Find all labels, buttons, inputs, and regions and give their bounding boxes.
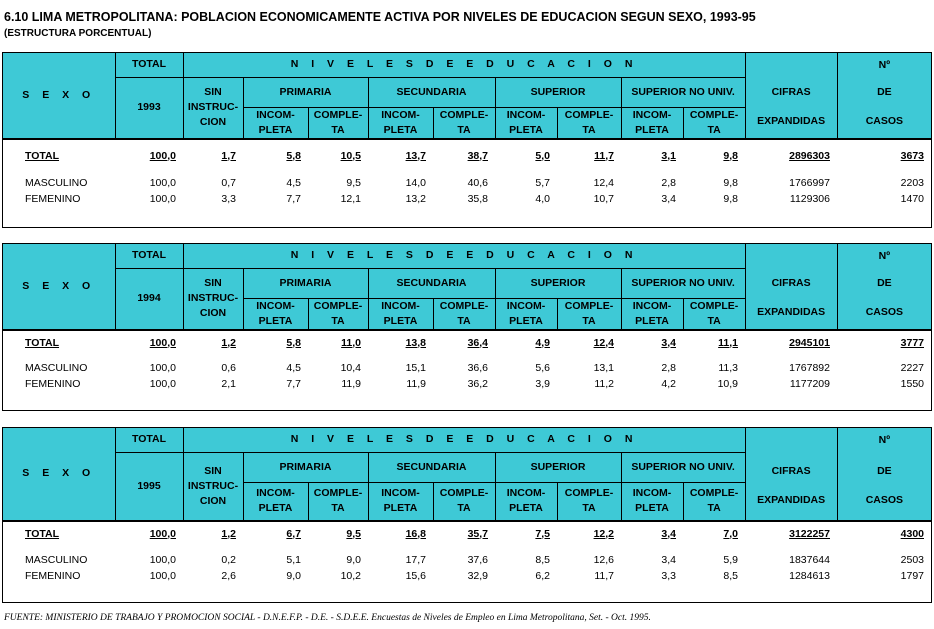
- cell-value: 1177209: [789, 377, 830, 390]
- header-completa: [683, 482, 745, 520]
- header-completa: [433, 107, 495, 138]
- header-sexo: S E X O: [3, 53, 115, 138]
- cell-value: 4,5: [286, 361, 301, 374]
- cell-value: 40,6: [467, 176, 488, 189]
- header-incompleta: [243, 298, 308, 329]
- header-comple-line1: COMPLE-: [689, 299, 739, 312]
- header-completa: [308, 482, 368, 520]
- cell-value: 5,7: [535, 176, 550, 189]
- header-incom-line2: PLETA: [509, 502, 543, 514]
- cell-value: 36,6: [467, 361, 488, 374]
- cell-value: 10,5: [340, 149, 361, 162]
- table-header: [3, 244, 931, 330]
- cell-value: 12,2: [593, 527, 614, 540]
- header-primaria: PRIMARIA: [243, 77, 368, 107]
- header-cifras-top: [745, 53, 837, 77]
- header-superior: SUPERIOR: [495, 77, 621, 107]
- header-incompleta: [621, 482, 683, 520]
- cell-value: 0,2: [221, 553, 236, 566]
- header-completa: [433, 298, 495, 329]
- table-row: [3, 191, 931, 207]
- cell-value: 4,2: [661, 377, 676, 390]
- cell-value: 10,7: [593, 192, 614, 205]
- row-label: FEMENINO: [25, 192, 81, 205]
- header-incom-line2: PLETA: [509, 123, 543, 136]
- cell-value: 8,5: [723, 569, 738, 582]
- header-incompleta: [368, 298, 433, 329]
- header-incompleta: [621, 107, 683, 138]
- header-sin-line3: CION: [199, 494, 227, 507]
- header-incom-line1: INCOM-: [632, 108, 672, 121]
- cell-value: 12,4: [593, 176, 614, 189]
- cell-value: 36,4: [467, 336, 488, 349]
- cell-value: 0,7: [221, 176, 236, 189]
- table-body: [3, 521, 931, 584]
- header-completa: [683, 107, 745, 138]
- header-de-casos: [837, 268, 931, 329]
- header-incom-line2: PLETA: [383, 314, 418, 327]
- cell-value: 11,9: [341, 377, 361, 390]
- header-incom-line2: PLETA: [635, 502, 669, 514]
- header-completa: [683, 298, 745, 329]
- header-incom-line1: INCOM-: [381, 299, 420, 312]
- header-incom-line1: INCOM-: [506, 108, 546, 121]
- cell-value: 100,0: [149, 361, 176, 374]
- source-footnote: FUENTE: MINISTERIO DE TRABAJO Y PROMOCION SOCIAL - D.N.E.F.P. - D.E. - S.D.E.E. Encuestas de Niveles de Empleo en Lima Metropolitana, Set. - Oct. 1995.: [4, 613, 651, 623]
- cell-value: 100,0: [149, 553, 176, 566]
- table-body: [3, 330, 931, 392]
- header-no: Nº: [837, 428, 931, 452]
- cell-value: 100,0: [149, 569, 176, 582]
- page-title: 6.10 LIMA METROPOLITANA: POBLACION ECONOMICAMENTE ACTIVA POR NIVELES DE EDUCACION SEGUN SEXO, 1993-95: [4, 10, 756, 24]
- cell-value: 9,5: [346, 527, 361, 540]
- header-incom-line1: INCOM-: [256, 108, 295, 121]
- header-incompleta: [495, 298, 557, 329]
- cell-value: 11,0: [341, 336, 361, 349]
- header-comple-line1: COMPLE-: [564, 487, 614, 499]
- header-expandidas: EXPANDIDAS: [757, 115, 826, 128]
- header-superior-no-univ: SUPERIOR NO UNIV.: [621, 452, 745, 482]
- cell-value: 4,0: [535, 192, 550, 205]
- cell-value: 5,1: [286, 553, 301, 566]
- header-year: 1993: [115, 77, 183, 138]
- cell-value: 4,5: [286, 176, 301, 189]
- cell-value: 10,4: [340, 361, 361, 374]
- row-label: TOTAL: [25, 149, 60, 162]
- header-comple-line1: COMPLE-: [564, 108, 614, 121]
- cell-value: 7,7: [286, 192, 301, 205]
- cell-value: 3,4: [661, 553, 676, 566]
- header-completa: [557, 107, 621, 138]
- header-sin-line2: INSTRUC-: [187, 101, 239, 113]
- cell-value: 12,4: [593, 336, 614, 349]
- header-completa: [433, 482, 495, 520]
- header-comple-line2: TA: [707, 502, 721, 514]
- cell-value: 1284613: [789, 569, 830, 582]
- cell-value: 5,8: [286, 336, 301, 349]
- header-incompleta: [621, 298, 683, 329]
- header-cifras-expandidas: [745, 452, 837, 520]
- cell-value: 100,0: [149, 192, 176, 205]
- cell-value: 15,1: [405, 361, 426, 374]
- cell-value: 9,5: [346, 176, 361, 189]
- header-expandidas: EXPANDIDAS: [757, 306, 826, 319]
- cell-value: 100,0: [149, 377, 176, 390]
- cell-value: 5,6: [535, 361, 550, 374]
- cell-value: 38,7: [467, 149, 488, 162]
- header-de-casos: [837, 77, 931, 138]
- cell-value: 6,7: [286, 527, 301, 540]
- header-de: DE: [877, 277, 892, 290]
- header-incompleta: [368, 107, 433, 138]
- header-cifras-top: [745, 244, 837, 268]
- header-comple-line1: COMPLE-: [439, 299, 489, 312]
- cell-value: 2,6: [221, 569, 236, 582]
- header-comple-line2: TA: [331, 314, 345, 327]
- header-year: 1995: [115, 452, 183, 520]
- cell-value: 3,3: [221, 192, 236, 205]
- header-comple-line2: TA: [457, 314, 471, 327]
- cell-value: 3,4: [661, 527, 676, 540]
- cell-value: 7,7: [286, 377, 301, 390]
- header-de: DE: [877, 464, 892, 477]
- cell-value: 7,0: [723, 527, 738, 540]
- header-sin-instruccion: [183, 77, 243, 138]
- cell-value: 16,8: [405, 527, 426, 540]
- header-secundaria: SECUNDARIA: [368, 77, 495, 107]
- cell-value: 1470: [900, 192, 924, 205]
- table-row: [3, 175, 931, 191]
- header-sin-line1: SIN: [204, 464, 222, 477]
- cell-value: 35,7: [467, 527, 488, 540]
- header-comple-line1: COMPLE-: [564, 299, 614, 312]
- header-comple-line2: TA: [331, 502, 345, 514]
- header-niveles: N I V E L E S D E E D U C A C I O N: [183, 244, 745, 268]
- header-comple-line2: TA: [582, 123, 596, 136]
- header-de: DE: [877, 86, 892, 99]
- cell-value: 2896303: [789, 149, 830, 162]
- cell-value: 3,4: [661, 192, 676, 205]
- table-row: [3, 526, 931, 542]
- header-cifras-top: [745, 428, 837, 452]
- cell-value: 10,9: [717, 377, 738, 390]
- header-cifras: CIFRAS: [771, 277, 811, 290]
- cell-value: 2503: [900, 553, 924, 566]
- cell-value: 5,9: [723, 553, 738, 566]
- header-sin-line1: SIN: [204, 277, 222, 289]
- cell-value: 100,0: [149, 527, 176, 540]
- header-year: 1994: [115, 268, 183, 329]
- header-incom-line1: INCOM-: [632, 299, 672, 312]
- header-secundaria: SECUNDARIA: [368, 452, 495, 482]
- header-cifras: CIFRAS: [771, 464, 811, 477]
- cell-value: 1766997: [789, 176, 830, 189]
- table-header: [3, 428, 931, 521]
- header-superior-no-univ: SUPERIOR NO UNIV.: [621, 77, 745, 107]
- cell-value: 4,9: [535, 336, 550, 349]
- header-incompleta: [243, 107, 308, 138]
- cell-value: 13,1: [593, 361, 614, 374]
- header-primaria: PRIMARIA: [243, 268, 368, 298]
- cell-value: 1,2: [221, 527, 236, 540]
- header-secundaria: SECUNDARIA: [368, 268, 495, 298]
- header-casos: CASOS: [865, 306, 904, 319]
- cell-value: 8,5: [535, 553, 550, 566]
- cell-value: 3777: [900, 336, 924, 349]
- header-comple-line2: TA: [707, 314, 721, 327]
- header-sin-line2: INSTRUC-: [187, 479, 239, 492]
- cell-value: 11,7: [594, 569, 614, 582]
- cell-value: 2,8: [661, 176, 676, 189]
- cell-value: 0,6: [221, 361, 236, 374]
- row-label: MASCULINO: [25, 553, 88, 566]
- cell-value: 11,3: [718, 361, 738, 374]
- cell-value: 1129306: [789, 192, 830, 205]
- table-row: [3, 552, 931, 568]
- cell-value: 1,7: [221, 149, 236, 162]
- cell-value: 4300: [900, 527, 924, 540]
- header-incom-line1: INCOM-: [381, 108, 420, 121]
- header-superior-no-univ: SUPERIOR NO UNIV.: [621, 268, 745, 298]
- cell-value: 5,8: [286, 149, 301, 162]
- header-expandidas: EXPANDIDAS: [757, 493, 826, 506]
- header-no: Nº: [837, 244, 931, 268]
- header-comple-line1: COMPLE-: [313, 108, 363, 121]
- table-row: [3, 335, 931, 351]
- cell-value: 11,2: [594, 377, 614, 390]
- page-subtitle: (ESTRUCTURA PORCENTUAL): [4, 28, 152, 39]
- cell-value: 9,8: [723, 176, 738, 189]
- header-incom-line1: INCOM-: [506, 299, 546, 312]
- header-sin-instruccion: [183, 268, 243, 329]
- header-comple-line2: TA: [457, 123, 471, 136]
- cell-value: 7,5: [535, 527, 550, 540]
- header-total: TOTAL: [115, 428, 183, 452]
- cell-value: 3,9: [535, 377, 550, 390]
- cell-value: 100,0: [149, 176, 176, 189]
- table-row: [3, 376, 931, 392]
- header-superior: SUPERIOR: [495, 452, 621, 482]
- header-comple-line2: TA: [582, 314, 596, 327]
- header-casos: CASOS: [865, 493, 904, 506]
- cell-value: 6,2: [535, 569, 550, 582]
- table-row: [3, 568, 931, 584]
- cell-value: 13,2: [405, 192, 426, 205]
- header-incom-line2: PLETA: [258, 123, 293, 136]
- cell-value: 12,6: [593, 553, 614, 566]
- table-body: [3, 139, 931, 207]
- header-incom-line1: INCOM-: [632, 487, 672, 499]
- header-no: Nº: [837, 53, 931, 77]
- cell-value: 32,9: [467, 569, 488, 582]
- header-incompleta: [495, 107, 557, 138]
- header-cifras-expandidas: [745, 268, 837, 329]
- header-comple-line1: COMPLE-: [313, 299, 363, 312]
- header-comple-line1: COMPLE-: [439, 487, 489, 499]
- row-label: MASCULINO: [25, 361, 88, 374]
- cell-value: 3122257: [789, 527, 830, 540]
- cell-value: 100,0: [149, 149, 176, 162]
- header-incom-line2: PLETA: [383, 123, 418, 136]
- header-incom-line1: INCOM-: [381, 487, 420, 499]
- cell-value: 100,0: [149, 336, 176, 349]
- header-total: TOTAL: [115, 53, 183, 77]
- table-block-1994: [2, 243, 932, 411]
- cell-value: 35,8: [467, 192, 488, 205]
- cell-value: 37,6: [467, 553, 488, 566]
- cell-value: 11,1: [718, 336, 738, 349]
- cell-value: 2,1: [221, 377, 236, 390]
- row-label: FEMENINO: [25, 377, 81, 390]
- header-incom-line1: INCOM-: [506, 487, 546, 499]
- cell-value: 15,6: [405, 569, 426, 582]
- header-incom-line2: PLETA: [258, 502, 293, 514]
- header-comple-line2: TA: [457, 502, 471, 514]
- cell-value: 2203: [900, 176, 924, 189]
- cell-value: 11,7: [594, 149, 614, 162]
- header-cifras: CIFRAS: [771, 86, 811, 99]
- header-completa: [557, 298, 621, 329]
- header-incompleta: [495, 482, 557, 520]
- cell-value: 1,2: [221, 336, 236, 349]
- header-comple-line1: COMPLE-: [689, 108, 739, 121]
- table-header: [3, 53, 931, 139]
- header-sin-line3: CION: [199, 116, 227, 128]
- header-primaria: PRIMARIA: [243, 452, 368, 482]
- header-sin-instruccion: [183, 452, 243, 520]
- header-comple-line1: COMPLE-: [313, 487, 363, 499]
- cell-value: 13,8: [405, 336, 426, 349]
- header-incom-line2: PLETA: [509, 314, 543, 327]
- header-completa: [557, 482, 621, 520]
- header-comple-line1: COMPLE-: [689, 487, 739, 499]
- header-incompleta: [368, 482, 433, 520]
- row-label: TOTAL: [25, 527, 60, 540]
- cell-value: 2227: [900, 361, 924, 374]
- cell-value: 2,8: [661, 361, 676, 374]
- header-niveles: N I V E L E S D E E D U C A C I O N: [183, 428, 745, 452]
- table-row: [3, 360, 931, 376]
- header-comple-line2: TA: [707, 123, 721, 136]
- cell-value: 13,7: [405, 149, 426, 162]
- row-label: MASCULINO: [25, 176, 88, 189]
- header-incom-line2: PLETA: [635, 314, 669, 327]
- header-incom-line1: INCOM-: [256, 299, 295, 312]
- header-cifras-expandidas: [745, 77, 837, 138]
- cell-value: 12,1: [340, 192, 361, 205]
- cell-value: 3,3: [661, 569, 676, 582]
- header-incom-line1: INCOM-: [256, 487, 295, 499]
- header-sexo: S E X O: [3, 428, 115, 520]
- header-superior: SUPERIOR: [495, 268, 621, 298]
- header-sin-line1: SIN: [204, 86, 222, 98]
- header-casos: CASOS: [865, 115, 904, 128]
- cell-value: 1550: [900, 377, 924, 390]
- cell-value: 9,8: [723, 192, 738, 205]
- header-completa: [308, 107, 368, 138]
- table-block-1995: [2, 427, 932, 603]
- cell-value: 1767892: [789, 361, 830, 374]
- header-incom-line2: PLETA: [258, 314, 293, 327]
- header-comple-line2: TA: [582, 502, 596, 514]
- cell-value: 36,2: [467, 377, 488, 390]
- cell-value: 9,0: [346, 553, 361, 566]
- cell-value: 1797: [900, 569, 924, 582]
- table-row: [3, 148, 931, 164]
- header-incompleta: [243, 482, 308, 520]
- header-de-casos: [837, 452, 931, 520]
- row-label: FEMENINO: [25, 569, 81, 582]
- header-comple-line1: COMPLE-: [439, 108, 489, 121]
- cell-value: 9,0: [286, 569, 301, 582]
- header-total: TOTAL: [115, 244, 183, 268]
- cell-value: 10,2: [340, 569, 361, 582]
- row-label: TOTAL: [25, 336, 60, 349]
- cell-value: 9,8: [723, 149, 738, 162]
- cell-value: 17,7: [405, 553, 426, 566]
- header-sin-line3: CION: [199, 307, 227, 319]
- cell-value: 3,4: [661, 336, 676, 349]
- cell-value: 1837644: [789, 553, 830, 566]
- header-sin-line2: INSTRUC-: [187, 292, 239, 304]
- header-completa: [308, 298, 368, 329]
- table-block-1993: [2, 52, 932, 228]
- header-niveles: N I V E L E S D E E D U C A C I O N: [183, 53, 745, 77]
- cell-value: 2945101: [789, 336, 830, 349]
- cell-value: 3,1: [661, 149, 676, 162]
- header-incom-line2: PLETA: [383, 502, 418, 514]
- cell-value: 5,0: [535, 149, 550, 162]
- header-incom-line2: PLETA: [635, 123, 669, 136]
- header-comple-line2: TA: [331, 123, 345, 136]
- header-sexo: S E X O: [3, 244, 115, 329]
- cell-value: 11,9: [406, 377, 426, 390]
- cell-value: 3673: [900, 149, 924, 162]
- cell-value: 14,0: [405, 176, 426, 189]
